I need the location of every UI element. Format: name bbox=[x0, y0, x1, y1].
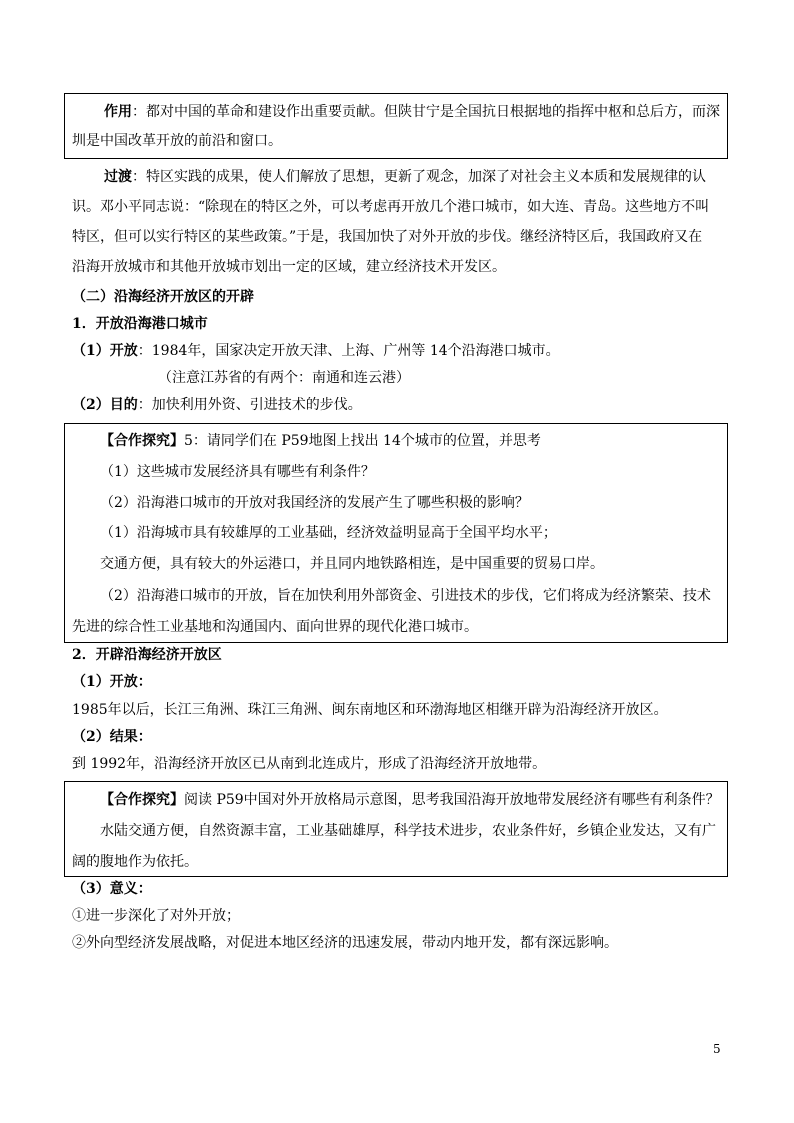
transition-line-4: 沿海开放城市和其他开放城市划出一定的区域，建立经济技术开发区。 bbox=[72, 259, 506, 275]
sub2-result-label: （2）结果： bbox=[72, 729, 152, 745]
sub2-open-text: 1985年以后，长江三角洲、珠江三角洲、闽东南地区和环渤海地区相继开辟为沿海经济开放区。 bbox=[72, 702, 668, 718]
inquiry-2-line-1: 【合作探究】阅读 P59中国对外开放格局示意图，思考我国沿海开放地带发展经济有哪些有利条件？ bbox=[100, 792, 720, 808]
open-line: （1）开放：1984年，国家决定开放天津、上海、广州等 14个沿海港口城市。 bbox=[72, 343, 560, 359]
purpose-label: （2）目的 bbox=[72, 397, 138, 413]
inquiry-1-label: 【合作探究】 bbox=[100, 433, 184, 449]
transition-line-2: 识。邓小平同志说：“除现在的特区之外，可以考虑再开放几个港口城市，如大连、青岛。这些地方不叫 bbox=[72, 199, 710, 215]
open-label: （1）开放 bbox=[72, 343, 138, 359]
transition-line-3: 特区，但可以实行特区的某些政策。”于是，我国加快了对外开放的步伐。继经济特区后，我国政府又在 bbox=[72, 229, 703, 245]
subsection-1-title: 1．开放沿海港口城市 bbox=[72, 316, 208, 332]
note-line: （注意江苏省的有两个：南通和连云港） bbox=[158, 370, 410, 386]
meaning-item-1: ①进一步深化了对外开放； bbox=[72, 908, 240, 924]
subsection-2-title: 2．开辟沿海经济开放区 bbox=[72, 647, 222, 663]
purpose-line: （2）目的：加快利用外资、引进技术的步伐。 bbox=[72, 397, 362, 413]
page-number: 5 bbox=[713, 1042, 721, 1056]
section-title: （二）沿海经济开放区的开辟 bbox=[72, 289, 254, 305]
inquiry-1-question-1: （1）这些城市发展经济具有哪些有利条件？ bbox=[100, 464, 375, 480]
inquiry-1-answer-1: （1）沿海城市具有较雄厚的工业基础，经济效益明显高于全国平均水平； bbox=[100, 525, 557, 541]
sub2-result-text: 到 1992年，沿海经济开放区已从南到北连成片，形成了沿海经济开放地带。 bbox=[72, 756, 547, 772]
inquiry-1-answer-2b: 先进的综合性工业基地和沟通国内、面向世界的现代化港口城市。 bbox=[72, 619, 478, 635]
transition-label: 过渡 bbox=[104, 169, 132, 185]
inquiry-1-question-2: （2）沿海港口城市的开放对我国经济的发展产生了哪些积极的影响？ bbox=[100, 495, 529, 511]
transition-line-1: 过渡：特区实践的成果，使人们解放了思想，更新了观念，加深了对社会主义本质和发展规律的认 bbox=[104, 169, 706, 185]
meaning-label: （3）意义： bbox=[72, 881, 152, 897]
inquiry-2-label: 【合作探究】 bbox=[100, 792, 184, 808]
inquiry-1-answer-1b: 交通方便，具有较大的外运港口，并且同内地铁路相连，是中国重要的贸易口岸。 bbox=[100, 556, 604, 572]
inquiry-2-line-3: 阔的腹地作为依托。 bbox=[72, 854, 198, 870]
meaning-item-2: ②外向型经济发展战略，对促进本地区经济的迅速发展，带动内地开发，都有深远影响。 bbox=[72, 935, 618, 951]
inquiry-1-line-1: 【合作探究】5：请同学们在 P59地图上找出 14个城市的位置，并思考 bbox=[100, 433, 541, 449]
inquiry-2-line-2: 水陆交通方便，自然资源丰富，工业基础雄厚，科学技术进步，农业条件好，乡镇企业发达，又有广 bbox=[100, 823, 716, 839]
inquiry-1-answer-2: （2）沿海港口城市的开放，旨在加快利用外部资金、引进技术的步伐，它们将成为经济繁荣、技术 bbox=[100, 588, 711, 604]
function-label: 作用 bbox=[104, 104, 132, 120]
sub2-open-label: （1）开放： bbox=[72, 674, 152, 690]
function-line-2: 圳是中国改革开放的前沿和窗口。 bbox=[72, 133, 282, 149]
function-line-1: 作用：都对中国的革命和建设作出重要贡献。但陕甘宁是全国抗日根据地的指挥中枢和总后方，而深 bbox=[104, 104, 720, 120]
